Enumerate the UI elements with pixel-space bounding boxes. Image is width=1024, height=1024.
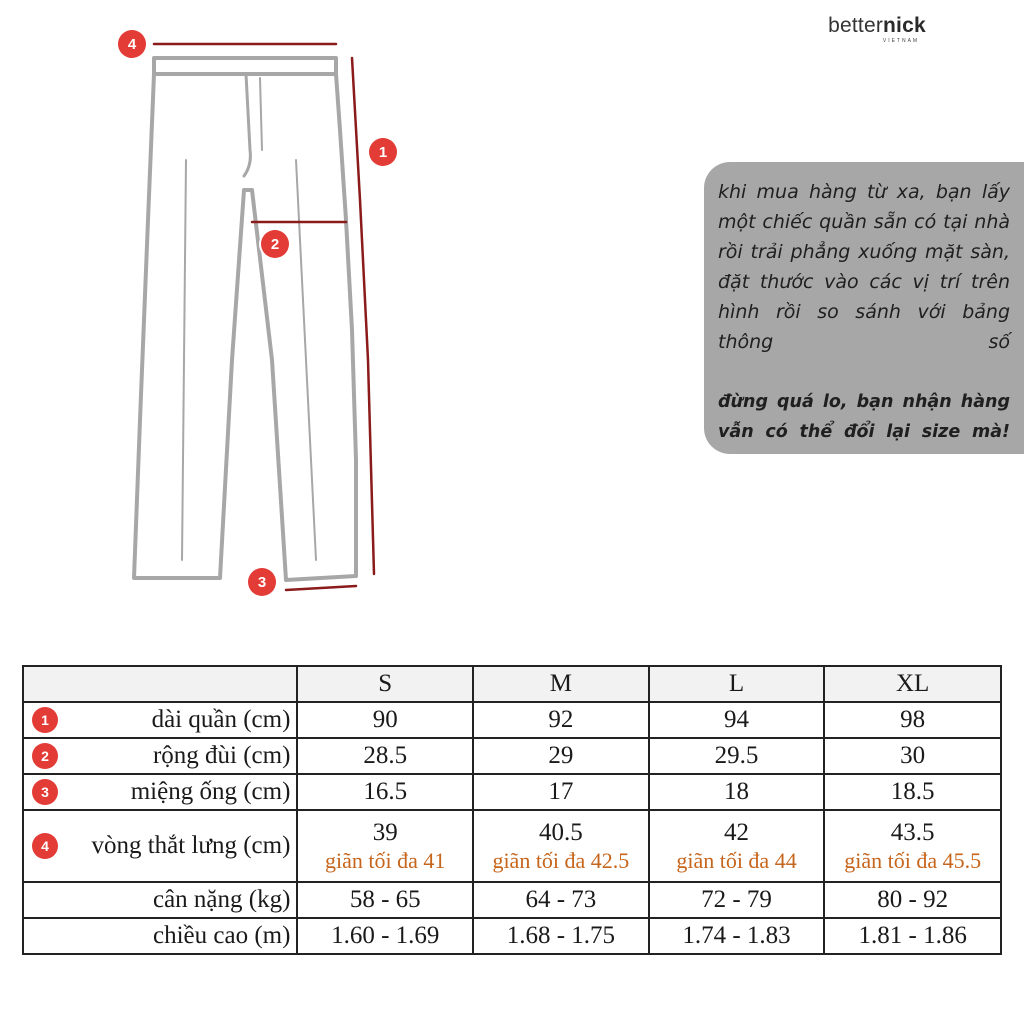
- pants-illustration: [0, 0, 420, 620]
- advice-note: đừng quá lo, bạn nhận hàng vẫn có thể đổi lại size mà!: [718, 392, 1010, 442]
- table-cell: 18: [649, 774, 825, 810]
- table-cell: 80 - 92: [824, 882, 1001, 918]
- table-cell: 39 giãn tối đa 41: [297, 810, 473, 882]
- table-cell: 29.5: [649, 738, 825, 774]
- table-cell: 1.81 - 1.86: [824, 918, 1001, 954]
- row-label: 3 miệng ống (cm): [23, 774, 297, 810]
- stretch-limit: giãn tối đa 45.5: [844, 848, 982, 873]
- table-cell: 17: [473, 774, 649, 810]
- table-cell: 92: [473, 702, 649, 738]
- brand-name: betternick: [828, 14, 926, 37]
- table-cell: 64 - 73: [473, 882, 649, 918]
- table-cell: 58 - 65: [297, 882, 473, 918]
- pants-outline: [134, 74, 356, 580]
- stretch-limit: giãn tối đa 42.5: [492, 848, 630, 873]
- row-marker: 1: [32, 707, 58, 733]
- table-header-row: [23, 666, 1001, 702]
- marker-hem: 3: [248, 568, 276, 596]
- marker-thigh: 2: [261, 230, 289, 258]
- brand-subtitle: VIETNAM: [882, 38, 920, 44]
- stretch-limit: giãn tối đa 41: [325, 848, 446, 873]
- table-row: [23, 774, 1001, 810]
- header-size: L: [649, 666, 825, 702]
- table-row: [23, 738, 1001, 774]
- table-cell: 1.60 - 1.69: [297, 918, 473, 954]
- row-marker: 3: [32, 779, 58, 805]
- marker-length: 1: [369, 138, 397, 166]
- table-row: [23, 702, 1001, 738]
- advice-text: khi mua hàng từ xa, bạn lấy một chiếc quần sẵn có tại nhà rồi trải phẳng xuống mặt sàn, đặt thước vào các vị trí trên hình rồi so sánh với bảng thông số: [718, 181, 1010, 353]
- measure-line-hem: [286, 586, 356, 590]
- advice-box: [704, 162, 1024, 454]
- table-cell: 94: [649, 702, 825, 738]
- table-row: [23, 882, 1001, 918]
- table-cell: 18.5: [824, 774, 1001, 810]
- table-row: [23, 810, 1001, 882]
- marker-waist: 4: [118, 30, 146, 58]
- header-size: S: [297, 666, 473, 702]
- table-cell: 1.68 - 1.75: [473, 918, 649, 954]
- row-marker: 2: [32, 743, 58, 769]
- stretch-limit: giãn tối đa 44: [676, 848, 797, 873]
- table-cell: 42 giãn tối đa 44: [649, 810, 825, 882]
- table-cell: 28.5: [297, 738, 473, 774]
- row-label: cân nặng (kg): [23, 882, 297, 918]
- row-marker: 4: [32, 833, 58, 859]
- header-size: M: [473, 666, 649, 702]
- table-cell: 40.5 giãn tối đa 42.5: [473, 810, 649, 882]
- brand-logo: [820, 14, 934, 44]
- row-label: chiều cao (m): [23, 918, 297, 954]
- row-label: 2 rộng đùi (cm): [23, 738, 297, 774]
- table-row: [23, 918, 1001, 954]
- pants-waistband: [154, 58, 336, 74]
- header-empty: [23, 666, 297, 702]
- table-cell: 1.74 - 1.83: [649, 918, 825, 954]
- table-cell: 30: [824, 738, 1001, 774]
- size-table: [22, 665, 1002, 955]
- row-label: 1 dài quần (cm): [23, 702, 297, 738]
- table-cell: 29: [473, 738, 649, 774]
- table-cell: 98: [824, 702, 1001, 738]
- table-cell: 16.5: [297, 774, 473, 810]
- header-size: XL: [824, 666, 1001, 702]
- row-label: 4 vòng thắt lưng (cm): [23, 810, 297, 882]
- table-cell: 72 - 79: [649, 882, 825, 918]
- table-cell: 43.5 giãn tối đa 45.5: [824, 810, 1001, 882]
- table-cell: 90: [297, 702, 473, 738]
